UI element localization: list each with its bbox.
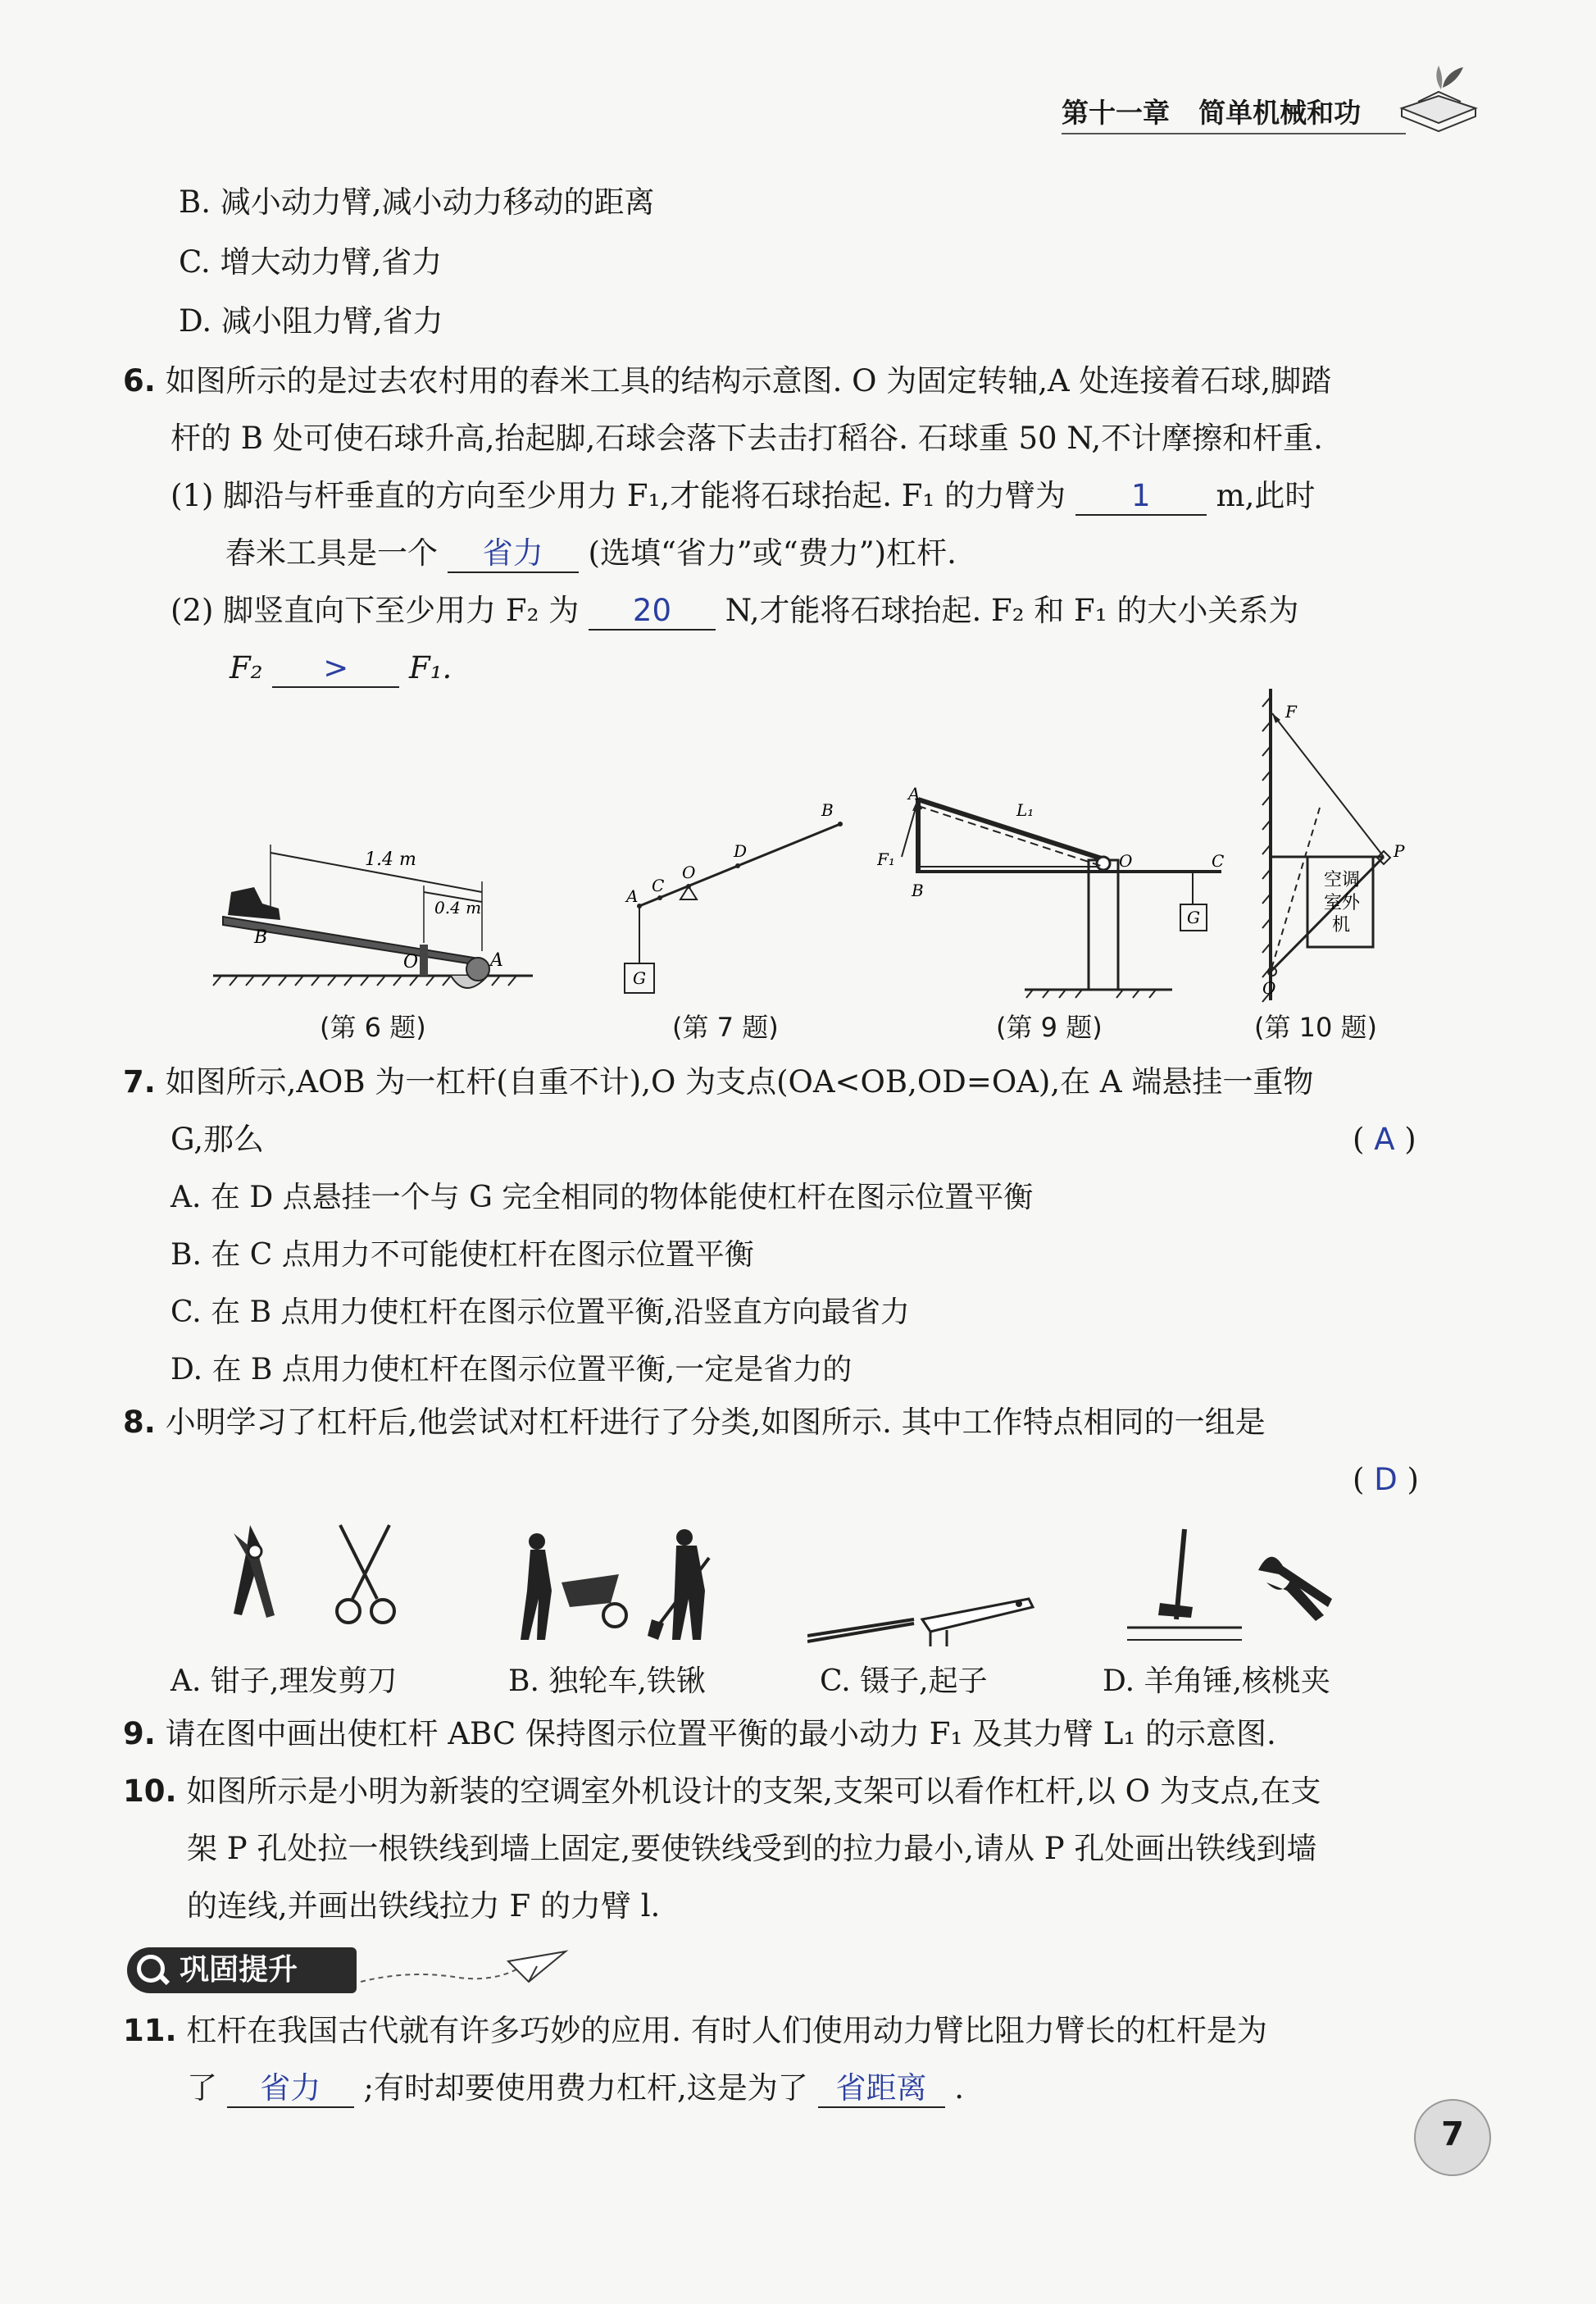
q6-stem-line2: 杆的 B 处可使石球升高,抬起脚,石球会落下去击打稻谷. 石球重 50 N,不计摩擦和杆重.: [171, 421, 1323, 456]
svg-text:A: A: [626, 886, 639, 906]
svg-text:C: C: [652, 876, 665, 895]
q11-stem-line2: 了 省力 ;有时却要使用费力杠杆,这是为了 省距离 .: [187, 2068, 964, 2109]
page-number-badge: [1414, 2099, 1491, 2176]
q7-option-c: C. 在 B 点用力使杠杆在图示位置平衡,沿竖直方向最省力: [171, 1295, 910, 1329]
q11-stem-line1: 11. 杠杆在我国古代就有许多巧妙的应用. 有时人们使用动力臂比阻力臂长的杠杆是为: [123, 2013, 1267, 2048]
q11-answer-2: 省距离: [818, 2070, 945, 2108]
q8-number: 8.: [123, 1405, 156, 1440]
svg-text:F: F: [1285, 702, 1297, 722]
figure-10-caption: (第 10 题): [1254, 1012, 1378, 1043]
q8-answer: ( D ): [1353, 1462, 1419, 1497]
q5-option-c: C. 增大动力臂,省力: [179, 244, 443, 280]
q7-number: 7.: [123, 1064, 156, 1100]
section-banner: [127, 1947, 357, 1993]
svg-text:F₁: F₁: [877, 849, 895, 869]
q7-answer: ( A ): [1353, 1122, 1416, 1157]
header-rule: [1062, 133, 1406, 134]
svg-text:O: O: [403, 952, 419, 972]
tweezers-opener-image: [807, 1591, 1037, 1648]
q8-option-a: A. 钳子,理发剪刀: [171, 1664, 398, 1698]
svg-text:O: O: [1119, 851, 1133, 871]
q6-part2: (2) 脚竖直向下至少用力 F₂ 为 20 N,才能将石球抬起. F₂ 和 F₁ 的大小关系为: [171, 590, 1298, 631]
q9-stem: 9. 请在图中画出使杠杆 ABC 保持图示位置平衡的最小动力 F₁ 及其力臂 L₁ 的示意图.: [123, 1716, 1276, 1751]
q10-stem-line1: 10. 如图所示是小明为新装的空调室外机设计的支架,支架可以看作杠杆,以 O 为支点,在支: [123, 1774, 1321, 1809]
chapter-title: 简单机械和功: [1198, 97, 1362, 129]
svg-text:O: O: [682, 863, 696, 882]
q5-option-d: D. 减小阻力臂,省力: [179, 303, 443, 339]
q6-stem-line1: 6. 如图所示的是过去农村用的舂米工具的结构示意图. O 为固定转轴,A 处连接着石球,脚踏: [123, 363, 1332, 398]
q7-option-b: B. 在 C 点用力不可能使杠杆在图示位置平衡: [171, 1238, 754, 1272]
figure-10: [1246, 681, 1410, 1009]
q10-number: 10.: [123, 1774, 177, 1809]
q6-answer-type: 省力: [448, 535, 579, 573]
page-number: 7: [1441, 2115, 1464, 2153]
fig10-box-line1: 空调: [1324, 870, 1361, 890]
figure-6: [205, 828, 549, 1009]
hammer-nutcracker-image: [1119, 1521, 1348, 1648]
svg-text:O: O: [1262, 978, 1276, 998]
q10-stem-line3: 的连线,并画出铁线拉力 F 的力臂 l.: [187, 1888, 661, 1924]
chapter-label: 第十一章: [1062, 97, 1170, 129]
q8-option-b: B. 独轮车,铁锹: [508, 1664, 706, 1698]
q8-option-c: C. 镊子,起子: [820, 1664, 988, 1698]
fig6-length-total: 1.4 m: [365, 849, 416, 870]
svg-text:B: B: [254, 927, 268, 948]
page-header: [1062, 92, 1447, 133]
paper-plane-icon: [361, 1945, 574, 1994]
svg-text:A: A: [908, 784, 921, 804]
q9-number: 9.: [123, 1716, 156, 1751]
book-icon: [1394, 59, 1484, 133]
q7-stem-line1: 7. 如图所示,AOB 为一杠杆(自重不计),O 为支点(OA<OB,OD=OA),在 A 端悬挂一重物: [123, 1064, 1314, 1100]
fig10-box-line3: 机: [1332, 915, 1351, 936]
q5-option-b: B. 减小动力臂,减小动力移动的距离: [179, 184, 655, 220]
q6-part1: (1) 脚沿与杆垂直的方向至少用力 F₁,才能将石球抬起. F₁ 的力臂为 1 m,此时: [171, 476, 1315, 517]
q6-answer-compare: >: [272, 650, 399, 688]
wheelbarrow-shovel-image: [512, 1525, 742, 1648]
q6-answer-arm: 1: [1075, 478, 1207, 516]
q11-answer-1: 省力: [227, 2070, 354, 2108]
q8-option-d: D. 羊角锤,核桃夹: [1103, 1664, 1330, 1698]
q7-stem-line2: G,那么: [171, 1122, 264, 1157]
q7-option-d: D. 在 B 点用力使杠杆在图示位置平衡,一定是省力的: [171, 1353, 853, 1386]
figure-9: [877, 775, 1238, 1004]
svg-text:D: D: [734, 841, 748, 861]
svg-text:B: B: [821, 800, 834, 820]
fig6-length-short: 0.4 m: [434, 898, 482, 918]
q8-stem: 8. 小明学习了杠杆后,他尝试对杠杆进行了分类,如图所示. 其中工作特点相同的一组是: [123, 1405, 1266, 1440]
q10-stem-line2: 架 P 孔处拉一根铁线到墙上固定,要使铁线受到的拉力最小,请从 P 孔处画出铁线到墙: [187, 1831, 1317, 1866]
svg-text:A: A: [490, 950, 503, 971]
figure-9-caption: (第 9 题): [996, 1012, 1103, 1043]
svg-text:G: G: [633, 968, 646, 988]
q11-number: 11.: [123, 2013, 177, 2048]
svg-text:C: C: [1212, 851, 1225, 871]
figure-6-caption: (第 6 题): [320, 1012, 426, 1043]
svg-text:G: G: [1187, 908, 1200, 927]
figure-7-caption: (第 7 题): [672, 1012, 779, 1043]
pliers-scissors-image: [201, 1517, 414, 1648]
fig10-box-line2: 室外: [1324, 893, 1361, 913]
q6-answer-force: 20: [589, 593, 716, 631]
q6-part1-line2: 舂米工具是一个 省力 (选填“省力”或“费力”)杠杆.: [225, 533, 957, 574]
section-title: 巩固提升: [180, 1953, 298, 1987]
q6-part2-line2: F₂ > F₁.: [230, 648, 452, 689]
svg-text:L₁: L₁: [1016, 800, 1034, 820]
svg-text:B: B: [912, 881, 924, 900]
q7-option-a: A. 在 D 点悬挂一个与 G 完全相同的物体能使杠杆在图示位置平衡: [171, 1181, 1034, 1214]
figure-7: [607, 791, 853, 1004]
svg-text:P: P: [1394, 841, 1405, 861]
q6-number: 6.: [123, 363, 156, 398]
